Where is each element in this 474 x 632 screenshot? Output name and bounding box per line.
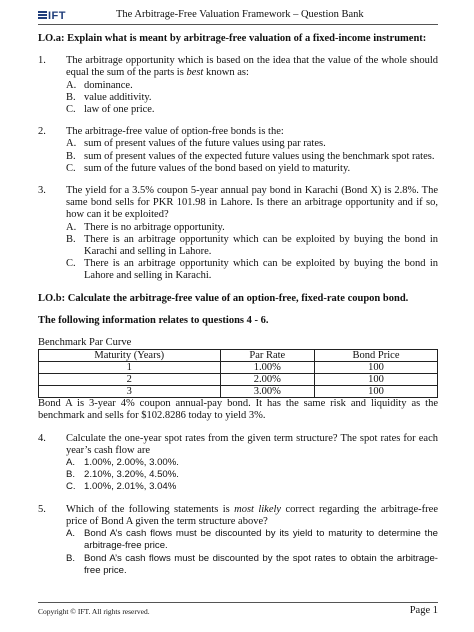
question-text-part: Which of the following statements is [66,503,235,515]
option-c [66,481,438,493]
option-letter: B. [66,469,76,481]
option-letter: C. [66,162,76,174]
emphasis-text: best [186,67,204,79]
column-header: Maturity (Years) [39,350,221,362]
option-text: There is no arbitrage opportunity. [84,221,225,233]
option-list [66,528,438,577]
option-letter: C. [66,481,76,493]
option-letter: B. [66,91,76,103]
table-row [39,362,438,374]
ift-logo [38,10,66,22]
option-text: 1.00%, 2.00%, 3.00%. [84,457,179,469]
option-text: value additivity. [84,91,152,103]
question-text-part: The arbitrage opportunity which is based on the idea that the value of the whole should equal the sum of the parts is [66,55,438,79]
table-cell: 2.00% [220,374,315,386]
lo-b-heading: LO.b: Calculate the arbitrage-free value of an option-free, fixed-rate coupon bond. [38,292,409,304]
question-number: 4. [38,432,46,444]
question-4 [38,433,438,494]
option-list [66,138,438,175]
page-number: Page 1 [409,605,438,616]
option-letter: B. [66,552,76,564]
option-b [66,469,438,481]
option-text: sum of present values of the expected future values using the benchmark spot rates. [84,150,435,162]
question-text [66,504,438,528]
table-cell: 1 [39,362,221,374]
option-list [66,80,438,117]
option-b [66,553,438,577]
page-header [38,6,438,32]
option-a [66,80,438,92]
footer-rule [38,602,438,603]
header-rule [38,24,438,25]
option-a [66,457,438,469]
question-1 [38,55,438,116]
option-letter: A. [66,79,77,91]
logo-text: IFT [48,10,66,22]
option-a [66,138,438,150]
table-cell: 100 [315,386,438,398]
table-cell: 3.00% [220,386,315,398]
table-cell: 1.00% [220,362,315,374]
option-text: 2.10%, 3.20%, 4.50%. [84,469,179,481]
question-number: 1. [38,55,46,67]
option-letter: A. [66,457,76,469]
option-letter: B. [66,233,76,245]
option-text: There is an arbitrage opportunity which can be exploited by buying the bond in Lahore and selling in Karachi. [84,258,438,282]
table-header-row [39,350,438,362]
question-text: The arbitrage-free value of option-free bonds is the: [66,126,284,138]
option-text: Bond A’s cash flows must be discounted by its yield to maturity to determine the arbitrage-free price. [84,528,438,552]
table-cell: 100 [315,374,438,386]
question-2 [38,126,438,175]
table-cell: 100 [315,362,438,374]
option-text: sum of the future values of the bond based on yield to maturity. [84,162,351,174]
header-title: The Arbitrage-Free Valuation Framework – Question Bank [116,9,364,20]
option-letter: A. [66,138,77,150]
question-text [66,55,438,79]
option-b [66,234,438,258]
question-3 [38,185,438,283]
option-letter: A. [66,221,77,233]
option-letter: B. [66,150,76,162]
question-text: Calculate the one-year spot rates from the given term structure? The spot rates for each year’s cash flow are [66,432,438,456]
table-cell: 2 [39,374,221,386]
question-number: 2. [38,126,46,138]
column-header: Par Rate [220,350,315,362]
option-text: Bond A’s cash flows must be discounted by the spot rates to obtain the arbitrage-free price. [84,552,438,576]
question-text-part: correct regarding the arbitrage-free price of Bond A given the term structure above? [66,503,438,527]
table-row [39,374,438,386]
option-b [66,92,438,104]
lo-a-heading: LO.a: Explain what is meant by arbitrage-free valuation of a fixed-income instrument: [38,33,427,44]
option-text: sum of present values of the future values using par rates. [84,138,326,150]
option-c [66,104,438,116]
copyright-text: Copyright © IFT. All rights reserved. [38,607,150,616]
logo-bars-icon [38,11,47,19]
question-text-part: known as: [203,67,249,79]
table-caption: Benchmark Par Curve [38,337,132,349]
option-a [66,528,438,552]
option-letter: C. [66,104,76,116]
table-row [39,386,438,398]
question-number: 5. [38,503,46,515]
column-header: Bond Price [315,350,438,362]
page-content [38,33,438,587]
option-c [66,163,438,175]
benchmark-par-curve-table [38,349,438,398]
option-letter: C. [66,258,76,270]
option-text: law of one price. [84,104,155,116]
option-a [66,222,438,234]
option-text: There is an arbitrage opportunity which can be exploited by buying the bond in Karachi and selling in Lahore. [84,233,438,258]
option-b [66,151,438,163]
option-letter: A. [66,528,76,540]
option-list [66,457,438,494]
option-c [66,258,438,282]
table-cell: 3 [39,386,221,398]
bond-a-description: Bond A is 3-year 4% coupon annual-pay bond. It has the same risk and liquidity as the benchmark and sells for $102.8286 today to yield 3%. [38,398,438,422]
emphasis-text: most likely [234,503,282,515]
question-5 [38,504,438,577]
option-list [66,222,438,283]
info-intro: The following information relates to questions 4 - 6. [38,314,269,326]
question-text: The yield for a 3.5% coupon 5-year annual pay bond in Karachi (Bond X) is 2.8%. The same bond sells for PKR 101.98 in Lahore. Is there an arbitrage opportunity and if so, how can it be exploited? [66,185,438,221]
question-number: 3. [38,185,46,197]
option-text: 1.00%, 2.01%, 3.04% [84,481,177,493]
option-text: dominance. [84,79,133,91]
